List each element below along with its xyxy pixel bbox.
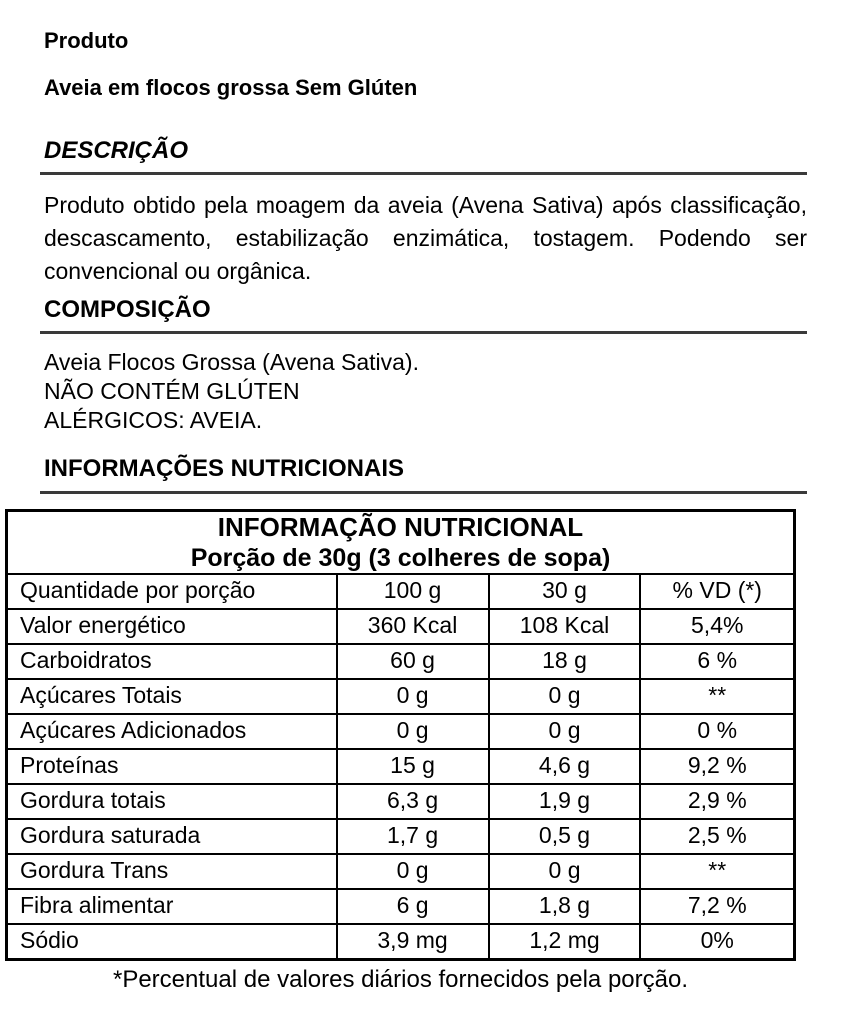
- table-row: [7, 889, 795, 924]
- per-100g-cell: 1,7 g: [337, 819, 489, 854]
- nutrient-name-cell: Carboidratos: [7, 644, 337, 679]
- vd-percent-cell: **: [640, 854, 794, 889]
- section-title-composicao: COMPOSIÇÃO: [44, 295, 211, 323]
- per-30g-cell: 0 g: [489, 679, 641, 714]
- per-100g-cell: 60 g: [337, 644, 489, 679]
- composicao-line-gluten: NÃO CONTÉM GLÚTEN: [44, 378, 300, 405]
- table-row: [7, 714, 795, 749]
- per-100g-cell: 0 g: [337, 854, 489, 889]
- composicao-rule: [40, 331, 807, 334]
- column-header-100g: 100 g: [337, 574, 489, 609]
- composicao-line-allergens: ALÉRGICOS: AVEIA.: [44, 407, 263, 434]
- nutrition-table: [5, 509, 796, 961]
- per-30g-cell: 0,5 g: [489, 819, 641, 854]
- table-row: [7, 784, 795, 819]
- product-label: Produto: [44, 28, 129, 53]
- vd-percent-cell: 2,9 %: [640, 784, 794, 819]
- table-row: [7, 679, 795, 714]
- nutrient-name-cell: Gordura totais: [7, 784, 337, 819]
- informacoes-rule: [40, 491, 807, 494]
- nutrient-name-cell: Gordura Trans: [7, 854, 337, 889]
- nutrient-name-cell: Fibra alimentar: [7, 889, 337, 924]
- per-100g-cell: 360 Kcal: [337, 609, 489, 644]
- nutrient-name-cell: Gordura saturada: [7, 819, 337, 854]
- vd-percent-cell: 0%: [640, 924, 794, 960]
- per-100g-cell: 0 g: [337, 714, 489, 749]
- vd-percent-cell: 7,2 %: [640, 889, 794, 924]
- vd-percent-cell: 5,4%: [640, 609, 794, 644]
- nutrient-name-cell: Açúcares Totais: [7, 679, 337, 714]
- nutrition-table-title: INFORMAÇÃO NUTRICIONAL: [217, 511, 584, 542]
- section-title-informacoes: INFORMAÇÕES NUTRICIONAIS: [44, 455, 404, 483]
- per-30g-cell: 0 g: [489, 714, 641, 749]
- per-100g-cell: 15 g: [337, 749, 489, 784]
- per-100g-cell: 6 g: [337, 889, 489, 924]
- per-30g-cell: 4,6 g: [489, 749, 641, 784]
- table-row: [7, 819, 795, 854]
- per-100g-cell: 3,9 mg: [337, 924, 489, 960]
- section-title-descricao: DESCRIÇÃO: [44, 136, 189, 164]
- table-row: [7, 749, 795, 784]
- column-header-vd: % VD (*): [640, 574, 794, 609]
- per-30g-cell: 1,2 mg: [489, 924, 641, 960]
- per-30g-cell: 1,9 g: [489, 784, 641, 819]
- nutrient-name-cell: Valor energético: [7, 609, 337, 644]
- column-header-quantity: Quantidade por porção: [7, 574, 337, 609]
- vd-percent-cell: 6 %: [640, 644, 794, 679]
- nutrition-columns-row: [7, 574, 795, 609]
- nutrition-table-subtitle: Porção de 30g (3 colheres de sopa): [190, 543, 611, 572]
- table-footnote: *Percentual de valores diários fornecidos pela porção.: [112, 965, 688, 993]
- composicao-line-ingredients: Aveia Flocos Grossa (Avena Sativa).: [44, 349, 419, 376]
- per-100g-cell: 0 g: [337, 679, 489, 714]
- vd-percent-cell: 9,2 %: [640, 749, 794, 784]
- composicao-body: [44, 348, 807, 435]
- nutrient-name-cell: Açúcares Adicionados: [7, 714, 337, 749]
- descricao-rule: [40, 172, 807, 175]
- vd-percent-cell: 0 %: [640, 714, 794, 749]
- table-row: [7, 644, 795, 679]
- per-30g-cell: 0 g: [489, 854, 641, 889]
- table-row: [7, 924, 795, 960]
- per-100g-cell: 6,3 g: [337, 784, 489, 819]
- per-30g-cell: 108 Kcal: [489, 609, 641, 644]
- table-row: [7, 609, 795, 644]
- vd-percent-cell: **: [640, 679, 794, 714]
- nutrition-table-head-cell: [7, 510, 795, 574]
- vd-percent-cell: 2,5 %: [640, 819, 794, 854]
- nutrition-table-header: [7, 510, 795, 574]
- per-30g-cell: 1,8 g: [489, 889, 641, 924]
- product-name: Aveia em flocos grossa Sem Glúten: [44, 75, 418, 101]
- nutrient-name-cell: Proteínas: [7, 749, 337, 784]
- per-30g-cell: 18 g: [489, 644, 641, 679]
- column-header-30g: 30 g: [489, 574, 641, 609]
- nutrient-name-cell: Sódio: [7, 924, 337, 960]
- table-row: [7, 854, 795, 889]
- descricao-body: Produto obtido pela moagem da aveia (Avena Sativa) após classificação, descascamento, estabilização enzimática, tostagem. Podendo ser convencional ou orgânica.: [44, 191, 807, 284]
